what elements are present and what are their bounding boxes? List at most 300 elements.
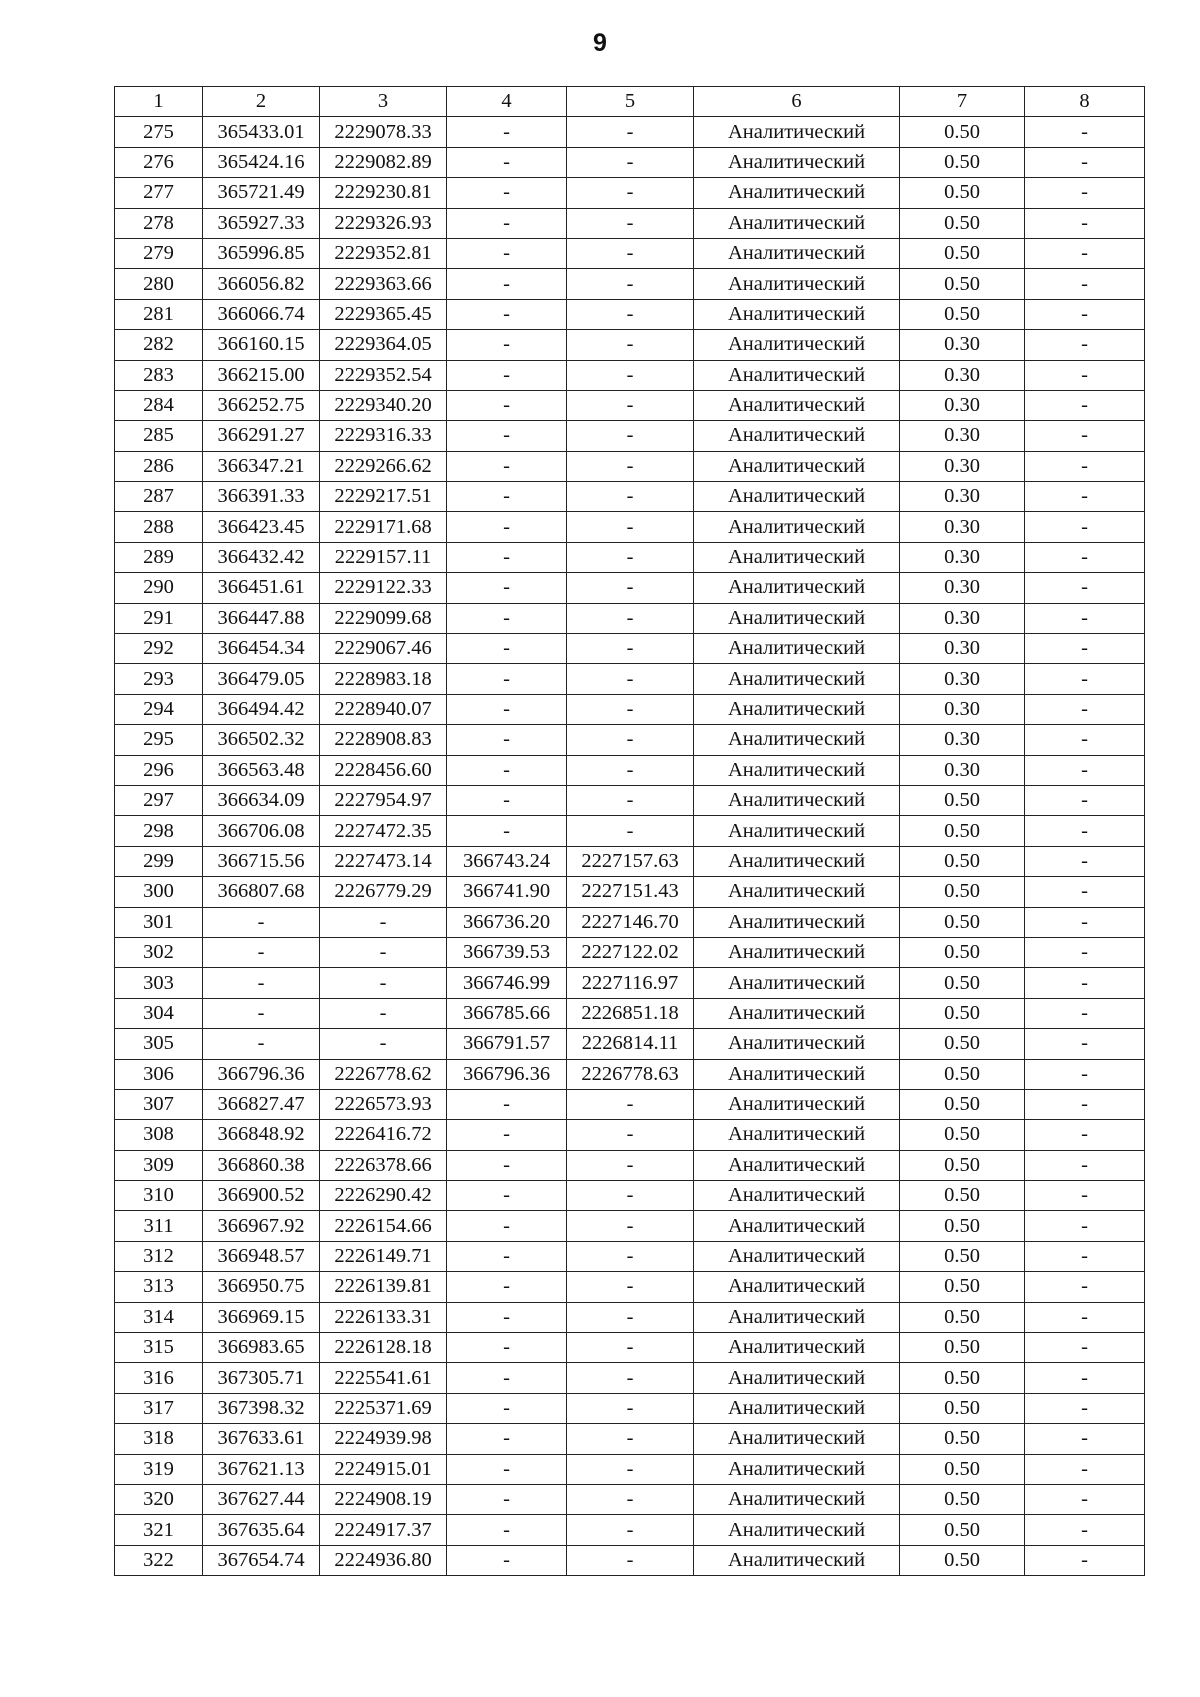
table-cell-col-3: -	[320, 907, 447, 937]
table-cell-col-1: 295	[115, 725, 203, 755]
table-cell-col-1: 314	[115, 1302, 203, 1332]
table-row	[115, 1515, 1145, 1545]
table-cell-col-2: 365424.16	[203, 147, 320, 177]
table-cell-col-2: 367635.64	[203, 1515, 320, 1545]
table-cell-col-8: -	[1025, 968, 1145, 998]
table-cell-col-4: -	[447, 1484, 567, 1514]
table-cell-col-4: -	[447, 1181, 567, 1211]
table-cell-col-2: 366502.32	[203, 725, 320, 755]
table-cell-col-1: 302	[115, 937, 203, 967]
table-cell-col-6: Аналитический	[694, 785, 900, 815]
table-row	[115, 1302, 1145, 1332]
table-cell-col-2: 365996.85	[203, 238, 320, 268]
table-cell-col-7: 0.50	[900, 816, 1025, 846]
table-cell-col-7: 0.50	[900, 937, 1025, 967]
table-cell-col-5: -	[567, 1150, 694, 1180]
table-cell-col-3: 2224917.37	[320, 1515, 447, 1545]
table-cell-col-6: Аналитический	[694, 573, 900, 603]
table-cell-col-8: -	[1025, 482, 1145, 512]
table-cell-col-7: 0.30	[900, 360, 1025, 390]
table-cell-col-3: 2229171.68	[320, 512, 447, 542]
table-cell-col-4: -	[447, 1241, 567, 1271]
table-cell-col-2: 366347.21	[203, 451, 320, 481]
table-cell-col-1: 322	[115, 1545, 203, 1575]
table-cell-col-5: 2226778.63	[567, 1059, 694, 1089]
table-cell-col-3: 2225541.61	[320, 1363, 447, 1393]
table-cell-col-3: -	[320, 968, 447, 998]
table-cell-col-7: 0.50	[900, 907, 1025, 937]
table-cell-col-4: -	[447, 178, 567, 208]
table-cell-col-4: -	[447, 1150, 567, 1180]
table-cell-col-1: 315	[115, 1333, 203, 1363]
table-cell-col-7: 0.50	[900, 1272, 1025, 1302]
table-cell-col-8: -	[1025, 937, 1145, 967]
table-cell-col-3: 2227473.14	[320, 846, 447, 876]
table-cell-col-2: 366715.56	[203, 846, 320, 876]
table-cell-col-8: -	[1025, 1484, 1145, 1514]
table-cell-col-7: 0.50	[900, 1211, 1025, 1241]
table-cell-col-8: -	[1025, 208, 1145, 238]
table-cell-col-2: 366967.92	[203, 1211, 320, 1241]
table-cell-col-2: 366056.82	[203, 269, 320, 299]
table-cell-col-4: -	[447, 238, 567, 268]
table-cell-col-7: 0.30	[900, 603, 1025, 633]
table-cell-col-8: -	[1025, 1059, 1145, 1089]
table-cell-col-8: -	[1025, 1424, 1145, 1454]
table-cell-col-8: -	[1025, 573, 1145, 603]
table-cell-col-4: 366736.20	[447, 907, 567, 937]
table-cell-col-1: 279	[115, 238, 203, 268]
table-cell-col-5: -	[567, 1181, 694, 1211]
table-cell-col-8: -	[1025, 1302, 1145, 1332]
table-cell-col-7: 0.50	[900, 1120, 1025, 1150]
table-cell-col-1: 310	[115, 1181, 203, 1211]
table-cell-col-6: Аналитический	[694, 1089, 900, 1119]
table-cell-col-4: -	[447, 451, 567, 481]
table-cell-col-1: 306	[115, 1059, 203, 1089]
table-cell-col-3: 2228940.07	[320, 694, 447, 724]
table-cell-col-1: 308	[115, 1120, 203, 1150]
table-cell-col-6: Аналитический	[694, 1120, 900, 1150]
table-cell-col-1: 321	[115, 1515, 203, 1545]
table-cell-col-8: -	[1025, 1181, 1145, 1211]
table-row	[115, 968, 1145, 998]
table-cell-col-4: -	[447, 1302, 567, 1332]
table-cell-col-5: -	[567, 1302, 694, 1332]
table-cell-col-4: -	[447, 482, 567, 512]
coordinates-table	[114, 86, 1145, 1576]
table-cell-col-2: 366451.61	[203, 573, 320, 603]
table-row	[115, 421, 1145, 451]
table-cell-col-1: 297	[115, 785, 203, 815]
table-cell-col-7: 0.30	[900, 573, 1025, 603]
table-cell-col-3: 2229364.05	[320, 330, 447, 360]
table-cell-col-7: 0.50	[900, 1363, 1025, 1393]
table-cell-col-2: 366215.00	[203, 360, 320, 390]
table-cell-col-7: 0.50	[900, 1393, 1025, 1423]
table-cell-col-1: 298	[115, 816, 203, 846]
table-cell-col-4: -	[447, 390, 567, 420]
table-cell-col-1: 294	[115, 694, 203, 724]
table-cell-col-1: 320	[115, 1484, 203, 1514]
header-row	[115, 87, 1145, 117]
table-cell-col-2: 366706.08	[203, 816, 320, 846]
table-cell-col-7: 0.50	[900, 178, 1025, 208]
table-row	[115, 178, 1145, 208]
table-cell-col-3: 2229316.33	[320, 421, 447, 451]
table-cell-col-7: 0.30	[900, 725, 1025, 755]
table-cell-col-6: Аналитический	[694, 634, 900, 664]
table-cell-col-5: -	[567, 269, 694, 299]
table-row	[115, 1120, 1145, 1150]
table-cell-col-2: 366432.42	[203, 542, 320, 572]
table-cell-col-5: 2227116.97	[567, 968, 694, 998]
table-cell-col-7: 0.50	[900, 846, 1025, 876]
table-cell-col-2: 365433.01	[203, 117, 320, 147]
table-cell-col-6: Аналитический	[694, 907, 900, 937]
table-cell-col-8: -	[1025, 998, 1145, 1028]
table-cell-col-1: 292	[115, 634, 203, 664]
table-row	[115, 998, 1145, 1028]
table-cell-col-7: 0.50	[900, 1424, 1025, 1454]
table-cell-col-7: 0.50	[900, 208, 1025, 238]
table-cell-col-5: -	[567, 147, 694, 177]
table-cell-col-6: Аналитический	[694, 1333, 900, 1363]
table-cell-col-1: 318	[115, 1424, 203, 1454]
table-cell-col-6: Аналитический	[694, 208, 900, 238]
table-cell-col-8: -	[1025, 694, 1145, 724]
table-cell-col-3: 2224915.01	[320, 1454, 447, 1484]
table-cell-col-1: 281	[115, 299, 203, 329]
table-cell-col-5: -	[567, 1089, 694, 1119]
table-cell-col-6: Аналитический	[694, 1181, 900, 1211]
table-cell-col-5: -	[567, 178, 694, 208]
table-cell-col-7: 0.30	[900, 390, 1025, 420]
table-cell-col-2: -	[203, 1029, 320, 1059]
table-cell-col-4: -	[447, 1454, 567, 1484]
table-row	[115, 1150, 1145, 1180]
table-cell-col-2: 367305.71	[203, 1363, 320, 1393]
table-row	[115, 330, 1145, 360]
table-cell-col-4: -	[447, 360, 567, 390]
table-cell-col-7: 0.50	[900, 785, 1025, 815]
table-row	[115, 1393, 1145, 1423]
table-cell-col-8: -	[1025, 451, 1145, 481]
table-cell-col-3: 2224939.98	[320, 1424, 447, 1454]
table-cell-col-5: -	[567, 542, 694, 572]
table-cell-col-8: -	[1025, 238, 1145, 268]
table-header	[115, 87, 1145, 117]
table-cell-col-5: -	[567, 330, 694, 360]
table-cell-col-2: 365927.33	[203, 208, 320, 238]
table-cell-col-2: 366983.65	[203, 1333, 320, 1363]
table-cell-col-3: 2226154.66	[320, 1211, 447, 1241]
table-cell-col-6: Аналитический	[694, 117, 900, 147]
table-cell-col-7: 0.30	[900, 664, 1025, 694]
table-cell-col-5: -	[567, 482, 694, 512]
table-cell-col-1: 287	[115, 482, 203, 512]
table-cell-col-1: 285	[115, 421, 203, 451]
table-cell-col-1: 286	[115, 451, 203, 481]
table-cell-col-4: -	[447, 1211, 567, 1241]
table-cell-col-4: -	[447, 1393, 567, 1423]
table-cell-col-3: 2227954.97	[320, 785, 447, 815]
table-cell-col-5: -	[567, 603, 694, 633]
table-cell-col-2: 367398.32	[203, 1393, 320, 1423]
table-cell-col-5: -	[567, 634, 694, 664]
table-row	[115, 299, 1145, 329]
table-cell-col-8: -	[1025, 178, 1145, 208]
table-cell-col-7: 0.50	[900, 1150, 1025, 1180]
table-cell-col-8: -	[1025, 1272, 1145, 1302]
table-cell-col-6: Аналитический	[694, 421, 900, 451]
table-cell-col-1: 313	[115, 1272, 203, 1302]
table-cell-col-4: -	[447, 1333, 567, 1363]
table-cell-col-6: Аналитический	[694, 390, 900, 420]
table-cell-col-1: 288	[115, 512, 203, 542]
table-cell-col-5: -	[567, 725, 694, 755]
table-cell-col-8: -	[1025, 360, 1145, 390]
table-cell-col-7: 0.30	[900, 634, 1025, 664]
table-cell-col-7: 0.30	[900, 694, 1025, 724]
table-cell-col-7: 0.50	[900, 1302, 1025, 1332]
table-cell-col-6: Аналитический	[694, 1211, 900, 1241]
table-cell-col-2: 366291.27	[203, 421, 320, 451]
table-cell-col-3: 2226778.62	[320, 1059, 447, 1089]
table-cell-col-6: Аналитический	[694, 1484, 900, 1514]
table-cell-col-8: -	[1025, 1393, 1145, 1423]
table-cell-col-3: 2229365.45	[320, 299, 447, 329]
table-cell-col-4: -	[447, 603, 567, 633]
table-cell-col-5: -	[567, 1545, 694, 1575]
table-cell-col-6: Аналитический	[694, 330, 900, 360]
table-row	[115, 877, 1145, 907]
table-cell-col-6: Аналитический	[694, 299, 900, 329]
table-cell-col-4: -	[447, 147, 567, 177]
column-header-4: 4	[447, 87, 567, 117]
table-cell-col-3: 2226290.42	[320, 1181, 447, 1211]
table-cell-col-7: 0.50	[900, 877, 1025, 907]
table-cell-col-4: -	[447, 512, 567, 542]
table-cell-col-4: -	[447, 785, 567, 815]
table-row	[115, 1211, 1145, 1241]
table-cell-col-3: 2226416.72	[320, 1120, 447, 1150]
table-cell-col-1: 299	[115, 846, 203, 876]
table-cell-col-3: 2226139.81	[320, 1272, 447, 1302]
table-cell-col-3: 2229352.81	[320, 238, 447, 268]
table-cell-col-6: Аналитический	[694, 1515, 900, 1545]
table-cell-col-7: 0.50	[900, 1181, 1025, 1211]
table-cell-col-4: 366741.90	[447, 877, 567, 907]
table-cell-col-1: 275	[115, 117, 203, 147]
table-cell-col-5: -	[567, 1454, 694, 1484]
table-row	[115, 1545, 1145, 1575]
table-row	[115, 208, 1145, 238]
table-row	[115, 1363, 1145, 1393]
table-cell-col-2: 366447.88	[203, 603, 320, 633]
table-cell-col-1: 282	[115, 330, 203, 360]
table-cell-col-2: 366252.75	[203, 390, 320, 420]
table-cell-col-3: 2228983.18	[320, 664, 447, 694]
table-row	[115, 573, 1145, 603]
table-cell-col-5: -	[567, 694, 694, 724]
table-cell-col-5: 2227146.70	[567, 907, 694, 937]
table-cell-col-7: 0.50	[900, 1241, 1025, 1271]
table-cell-col-3: 2229352.54	[320, 360, 447, 390]
table-cell-col-4: -	[447, 573, 567, 603]
table-cell-col-2: 366860.38	[203, 1150, 320, 1180]
table-cell-col-4: -	[447, 1120, 567, 1150]
table-cell-col-1: 311	[115, 1211, 203, 1241]
table-cell-col-1: 276	[115, 147, 203, 177]
table-body	[115, 117, 1145, 1576]
table-cell-col-7: 0.50	[900, 1484, 1025, 1514]
table-cell-col-2: 366969.15	[203, 1302, 320, 1332]
table-cell-col-2: 366479.05	[203, 664, 320, 694]
table-cell-col-7: 0.50	[900, 968, 1025, 998]
table-cell-col-2: 366563.48	[203, 755, 320, 785]
table-cell-col-6: Аналитический	[694, 147, 900, 177]
table-cell-col-1: 316	[115, 1363, 203, 1393]
table-cell-col-6: Аналитический	[694, 1150, 900, 1180]
table-row	[115, 482, 1145, 512]
table-cell-col-3: 2225371.69	[320, 1393, 447, 1423]
table-cell-col-8: -	[1025, 1454, 1145, 1484]
table-cell-col-5: -	[567, 238, 694, 268]
table-row	[115, 1241, 1145, 1271]
table-cell-col-6: Аналитический	[694, 451, 900, 481]
table-cell-col-8: -	[1025, 907, 1145, 937]
table-cell-col-6: Аналитический	[694, 998, 900, 1028]
table-cell-col-7: 0.50	[900, 147, 1025, 177]
table-cell-col-1: 300	[115, 877, 203, 907]
table-cell-col-4: -	[447, 1089, 567, 1119]
table-cell-col-4: 366796.36	[447, 1059, 567, 1089]
table-cell-col-1: 305	[115, 1029, 203, 1059]
table-cell-col-8: -	[1025, 846, 1145, 876]
table-cell-col-8: -	[1025, 330, 1145, 360]
table-cell-col-1: 303	[115, 968, 203, 998]
table-cell-col-6: Аналитический	[694, 1302, 900, 1332]
table-cell-col-1: 290	[115, 573, 203, 603]
table-cell-col-5: -	[567, 1515, 694, 1545]
table-cell-col-7: 0.50	[900, 238, 1025, 268]
table-cell-col-2: 366827.47	[203, 1089, 320, 1119]
table-cell-col-6: Аналитический	[694, 269, 900, 299]
table-cell-col-6: Аналитический	[694, 1059, 900, 1089]
table-cell-col-2: 366160.15	[203, 330, 320, 360]
table-row	[115, 147, 1145, 177]
table-cell-col-3: 2229099.68	[320, 603, 447, 633]
table-cell-col-3: 2229082.89	[320, 147, 447, 177]
table-cell-col-2: 366796.36	[203, 1059, 320, 1089]
table-cell-col-5: -	[567, 360, 694, 390]
table-row	[115, 694, 1145, 724]
table-cell-col-8: -	[1025, 512, 1145, 542]
table-row	[115, 390, 1145, 420]
table-cell-col-3: -	[320, 1029, 447, 1059]
table-cell-col-2: -	[203, 968, 320, 998]
table-cell-col-3: 2226128.18	[320, 1333, 447, 1363]
table-cell-col-2: 367627.44	[203, 1484, 320, 1514]
table-cell-col-8: -	[1025, 1333, 1145, 1363]
table-cell-col-6: Аналитический	[694, 542, 900, 572]
table-cell-col-7: 0.50	[900, 1029, 1025, 1059]
table-row	[115, 634, 1145, 664]
table-row	[115, 512, 1145, 542]
table-row	[115, 1484, 1145, 1514]
table-cell-col-7: 0.30	[900, 451, 1025, 481]
table-cell-col-7: 0.50	[900, 1333, 1025, 1363]
table-cell-col-5: -	[567, 1363, 694, 1393]
table-row	[115, 725, 1145, 755]
table-cell-col-2: 365721.49	[203, 178, 320, 208]
table-cell-col-2: 366454.34	[203, 634, 320, 664]
table-cell-col-4: -	[447, 725, 567, 755]
table-cell-col-2: 366900.52	[203, 1181, 320, 1211]
table-cell-col-5: -	[567, 299, 694, 329]
table-cell-col-6: Аналитический	[694, 1424, 900, 1454]
table-cell-col-7: 0.50	[900, 1059, 1025, 1089]
table-cell-col-3: -	[320, 998, 447, 1028]
table-cell-col-8: -	[1025, 1089, 1145, 1119]
table-row	[115, 907, 1145, 937]
table-cell-col-1: 304	[115, 998, 203, 1028]
table-cell-col-6: Аналитический	[694, 178, 900, 208]
table-cell-col-3: 2226149.71	[320, 1241, 447, 1271]
table-cell-col-6: Аналитический	[694, 1029, 900, 1059]
table-cell-col-8: -	[1025, 269, 1145, 299]
table-cell-col-8: -	[1025, 816, 1145, 846]
table-cell-col-4: -	[447, 1272, 567, 1302]
table-cell-col-8: -	[1025, 421, 1145, 451]
table-cell-col-7: 0.50	[900, 1089, 1025, 1119]
table-cell-col-3: 2226573.93	[320, 1089, 447, 1119]
table-cell-col-8: -	[1025, 785, 1145, 815]
table-cell-col-5: 2227151.43	[567, 877, 694, 907]
table-cell-col-3: 2229217.51	[320, 482, 447, 512]
table-cell-col-1: 291	[115, 603, 203, 633]
column-header-1: 1	[115, 87, 203, 117]
table-row	[115, 1029, 1145, 1059]
table-cell-col-7: 0.50	[900, 1515, 1025, 1545]
table-cell-col-6: Аналитический	[694, 238, 900, 268]
table-cell-col-1: 307	[115, 1089, 203, 1119]
table-cell-col-2: 366807.68	[203, 877, 320, 907]
table-cell-col-1: 293	[115, 664, 203, 694]
table-row	[115, 1272, 1145, 1302]
table-cell-col-4: -	[447, 299, 567, 329]
table-cell-col-5: 2226851.18	[567, 998, 694, 1028]
table-cell-col-2: 366494.42	[203, 694, 320, 724]
table-cell-col-1: 312	[115, 1241, 203, 1271]
table-cell-col-2: 366066.74	[203, 299, 320, 329]
table-cell-col-5: -	[567, 573, 694, 603]
table-cell-col-1: 280	[115, 269, 203, 299]
table-cell-col-4: -	[447, 755, 567, 785]
table-cell-col-5: -	[567, 1484, 694, 1514]
table-cell-col-3: 2229230.81	[320, 178, 447, 208]
table-cell-col-4: -	[447, 664, 567, 694]
column-header-8: 8	[1025, 87, 1145, 117]
table-cell-col-1: 289	[115, 542, 203, 572]
table-cell-col-2: 366423.45	[203, 512, 320, 542]
table-cell-col-2: 366391.33	[203, 482, 320, 512]
column-header-7: 7	[900, 87, 1025, 117]
table-cell-col-3: 2224936.80	[320, 1545, 447, 1575]
table-cell-col-8: -	[1025, 117, 1145, 147]
table-cell-col-3: 2228456.60	[320, 755, 447, 785]
